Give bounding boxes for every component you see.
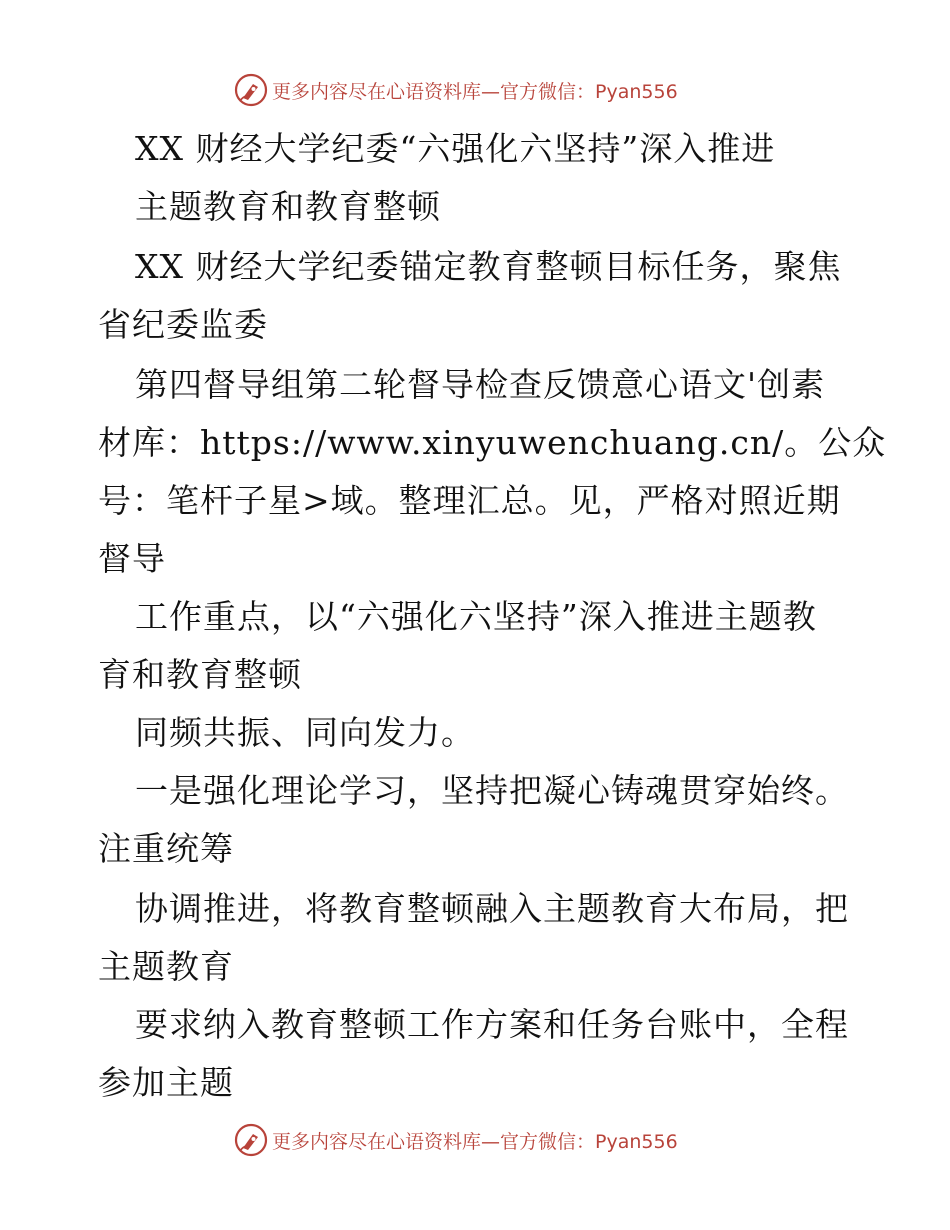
paragraph-line: 主题教育 — [98, 947, 234, 986]
paragraph-line: XX 财经大学纪委锚定教育整顿目标任务，聚焦 — [135, 247, 842, 286]
pen-nib-logo-icon — [234, 73, 268, 107]
paragraph-line: 省纪委监委 — [98, 305, 268, 344]
paragraph-line: 要求纳入教育整顿工作方案和任务台账中，全程 — [135, 1005, 849, 1044]
paragraph-line: 育和教育整顿 — [98, 655, 302, 694]
paragraph-line: 材库：https://www.xinyuwenchuang.cn/。公众 — [98, 423, 887, 462]
watermark-text: 更多内容尽在心语资料库—官方微信：Pyan556 — [272, 80, 678, 103]
watermark-text: 更多内容尽在心语资料库—官方微信：Pyan556 — [272, 1130, 678, 1153]
paragraph-line: 注重统筹 — [98, 829, 234, 868]
watermark-footer — [234, 1122, 734, 1158]
title-line-1: XX 财经大学纪委“六强化六坚持”深入推进 — [135, 129, 776, 168]
paragraph-line: 号：笔杆子星>域。整理汇总。见，严格对照近期 — [98, 481, 841, 520]
paragraph-line: 同频共振、同向发力。 — [135, 713, 475, 752]
paragraph-line: 第四督导组第二轮督导检查反馈意心语文'创素 — [135, 365, 826, 404]
title-line-2: 主题教育和教育整顿 — [135, 187, 441, 226]
paragraph-line: 参加主题 — [98, 1063, 234, 1102]
paragraph-line: 督导 — [98, 539, 166, 578]
watermark-header — [234, 72, 734, 108]
paragraph-line: 工作重点，以“六强化六坚持”深入推进主题教 — [135, 597, 817, 636]
paragraph-line: 一是强化理论学习，坚持把凝心铸魂贯穿始终。 — [135, 771, 849, 810]
pen-nib-logo-icon — [234, 1123, 268, 1157]
paragraph-line: 协调推进，将教育整顿融入主题教育大布局，把 — [135, 889, 849, 928]
